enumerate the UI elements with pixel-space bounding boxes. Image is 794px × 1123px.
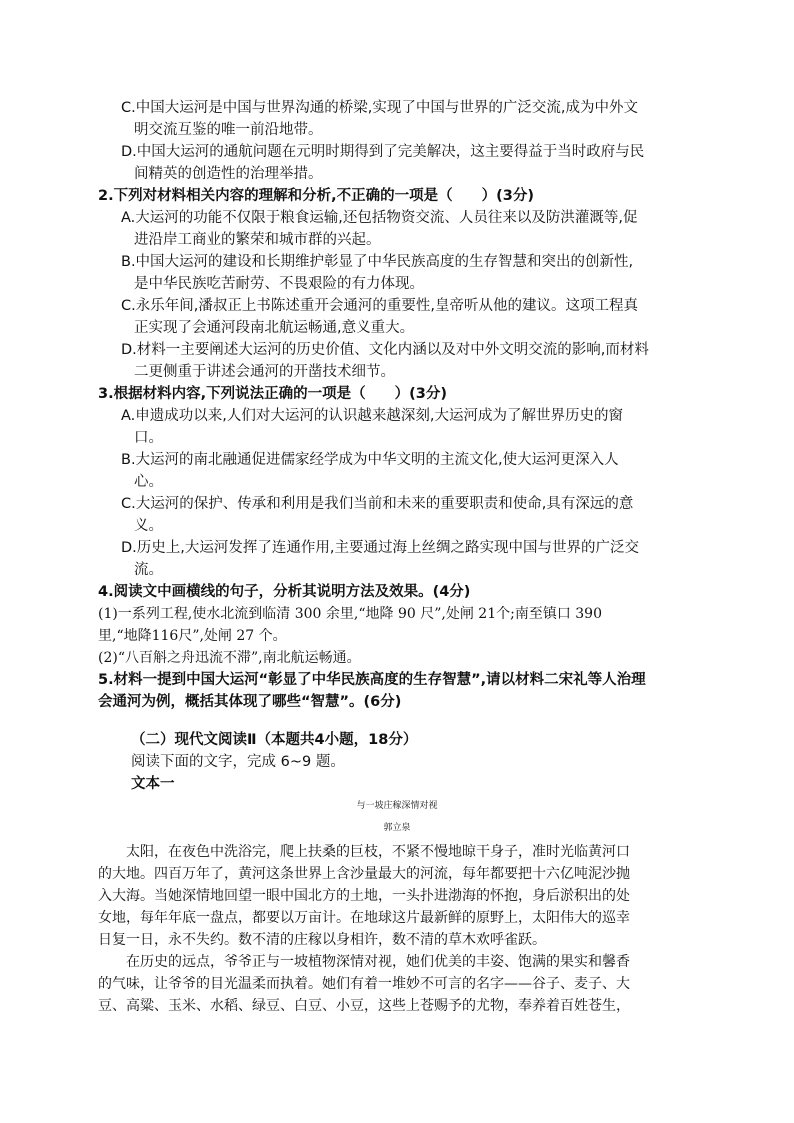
q3-option-b-line1: B.大运河的南北融通促进儒家经学成为中华文明的主流文化,使大运河更深入人	[121, 452, 619, 468]
passage-p2-line3: 豆、高粱、玉米、水稻、绿豆、白豆、小豆，这些上苍赐予的尤物，奉养着百姓苍生，	[98, 998, 630, 1014]
text-one-label: 文本一	[131, 776, 175, 792]
passage-author: 郭立泉	[383, 823, 411, 833]
q2-option-b-line2: 是中华民族吃苦耐劳、不畏艰险的有力体现。	[134, 276, 424, 292]
q2-option-d-line2: 二更侧重于讲述会通河的开凿技术细节。	[134, 364, 395, 380]
q1-option-c-line2: 明交流互鉴的唯一前沿地带。	[134, 122, 323, 138]
q3-option-a-line1: A.申遗成功以来,人们对大运河的认识越来越深刻,大运河成为了解世界历史的窗	[121, 408, 623, 424]
section-heading: （二）现代文阅读Ⅱ（本题共4小题，18分）	[131, 732, 418, 748]
q2-option-a-line1: A.大运河的功能不仅限于粮食运输,还包括物资交流、人员往来以及防洪灌溉等,促	[121, 210, 638, 226]
q4-sentence-1-line1: (1)一系列工程,使水北流到临清 300 余里,“地降 90 尺”,处闸 21个;南至镇口 390	[98, 606, 602, 622]
q2-option-a-line2: 进沿岸工商业的繁荣和城市群的兴起。	[134, 232, 381, 248]
passage-p2-line1: 在历史的远点，爷爷正与一坡植物深情对视，她们优美的丰姿、饱满的果实和馨香	[126, 954, 630, 970]
question-5-line2: 会通河为例，概括其体现了哪些“智慧”。(6分)	[98, 694, 402, 710]
question-2: 2.下列对材料相关内容的理解和分析,不正确的一项是（ ）(3分)	[98, 188, 534, 204]
q4-sentence-2: (2)“八百斛之舟迅流不滞”,南北航运畅通。	[98, 650, 361, 666]
q3-option-d-line1: D.历史上,大运河发挥了连通作用,主要通过海上丝绸之路实现中国与世界的广泛交	[121, 540, 639, 556]
reading-instructions: 阅读下面的文字，完成 6~9 题。	[131, 754, 345, 770]
passage-p2-line2: 的气味，让爷爷的目光温柔而执着。她们有着一堆妙不可言的名字——谷子、麦子、大	[98, 976, 630, 992]
q2-option-b-line1: B.中国大运河的建设和长期维护彰显了中华民族高度的生存智慧和突出的创新性,	[121, 254, 634, 270]
q1-option-d-line2: 间精英的创造性的治理举措。	[134, 166, 323, 182]
question-3: 3.根据材料内容,下列说法正确的一项是（ ）(3分)	[98, 386, 447, 402]
passage-p1-line4: 女地，每年年底一盘点，都要以万亩计。在地球这片最新鲜的原野上，太阳伟大的巡幸	[98, 910, 630, 926]
q3-option-c-line1: C.大运河的保护、传承和利用是我们当前和未来的重要职责和使命,具有深远的意	[121, 496, 634, 512]
passage-title: 与一坡庄稼深情对视	[356, 801, 438, 811]
q3-option-d-line2: 流。	[134, 562, 163, 578]
q2-option-d-line1: D.材料一主要阐述大运河的历史价值、文化内涵以及对中外文明交流的影响,而材料	[121, 342, 649, 358]
passage-p1-line3: 入大海。当她深情地回望一眼中国北方的土地，一头扑进渤海的怀抱，身后淤积出的处	[98, 888, 630, 904]
q2-option-c-line2: 正实现了会通河段南北航运畅通,意义重大。	[134, 320, 415, 336]
q3-option-b-line2: 心。	[134, 474, 163, 490]
q4-sentence-1-line2: 里,“地降116尺”,处闸 27 个。	[98, 628, 287, 644]
q3-option-c-line2: 义。	[134, 518, 163, 534]
passage-p1-line1: 太阳，在夜色中洗浴完，爬上扶桑的巨枝，不紧不慢地晾干身子，准时光临黄河口	[126, 844, 630, 860]
question-4: 4.阅读文中画横线的句子，分析其说明方法及效果。(4分)	[98, 584, 471, 600]
q1-option-c-line1: C.中国大运河是中国与世界沟通的桥梁,实现了中国与世界的广泛交流,成为中外文	[121, 100, 638, 116]
q1-option-d-line1: D.中国大运河的通航问题在元明时期得到了完美解决，这主要得益于当时政府与民	[121, 144, 645, 160]
passage-p1-line5: 日复一日，永不失约。数不清的庄稼以身相许，数不清的草木欢呼雀跃。	[98, 932, 546, 948]
question-5-line1: 5.材料一提到中国大运河“彰显了中华民族高度的生存智慧”,请以材料二宋礼等人治理	[98, 672, 646, 688]
q3-option-a-line2: 口。	[134, 430, 163, 446]
q2-option-c-line1: C.永乐年间,潘叔正上书陈述重开会通河的重要性,皇帝听从他的建议。这项工程真	[121, 298, 638, 314]
passage-p1-line2: 的大地。四百万年了，黄河这条世界上含沙量最大的河流，每年都要把十六亿吨泥沙抛	[98, 866, 630, 882]
